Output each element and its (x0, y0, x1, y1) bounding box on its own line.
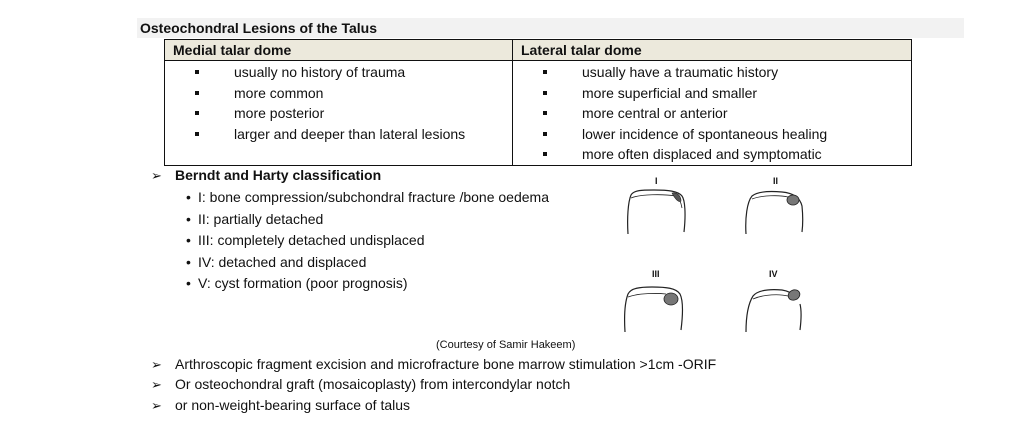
round-bullet-icon: • (186, 232, 191, 249)
list-item (186, 252, 549, 274)
medial-item: more posterior (234, 105, 325, 121)
classification-item: III: completely detached undisplaced (198, 232, 425, 249)
list-item (165, 103, 512, 124)
list-item (165, 62, 512, 83)
lateral-item: more central or anterior (582, 105, 728, 121)
list-item (513, 144, 911, 165)
list-item (186, 209, 549, 231)
square-bullet-icon (543, 91, 547, 95)
classification-list (186, 187, 549, 295)
lateral-item: lower incidence of spontaneous healing (582, 125, 828, 142)
classification-heading-row (151, 166, 381, 185)
square-bullet-icon (195, 70, 199, 74)
square-bullet-icon (195, 111, 199, 115)
talus-stage-2-drawing (736, 186, 808, 236)
square-bullet-icon (543, 111, 547, 115)
table-row (165, 61, 912, 166)
list-item (186, 230, 549, 252)
header-lateral: Lateral talar dome (513, 40, 912, 61)
list-item (186, 187, 549, 209)
classification-item: V: cyst formation (poor prognosis) (198, 275, 408, 292)
classification-item: I: bone compression/subchondral fracture /bone oedema (198, 189, 549, 205)
stage-label-2: II (773, 176, 779, 186)
stage-label-3: III (652, 269, 660, 279)
medial-cell (165, 61, 513, 166)
arrow-bullet-icon: ➢ (151, 357, 162, 372)
lateral-item: more superficial and smaller (582, 84, 758, 101)
arrow-bullet-icon: ➢ (151, 377, 162, 392)
list-item (513, 124, 911, 145)
classification-heading: Berndt and Harty classification (175, 167, 382, 183)
classification-item: IV: detached and displaced (198, 253, 367, 270)
table-header-row (165, 40, 912, 61)
square-bullet-icon (195, 91, 199, 95)
round-bullet-icon: • (186, 253, 191, 270)
square-bullet-icon (195, 132, 199, 136)
lateral-cell (513, 61, 912, 166)
talus-stage-3-drawing (616, 282, 688, 334)
lateral-item: more often displaced and symptomatic (582, 146, 822, 162)
lateral-list (513, 61, 911, 165)
arrow-bullet-icon: ➢ (151, 398, 162, 413)
list-item (165, 124, 512, 145)
medial-item: larger and deeper than lateral lesions (234, 125, 466, 142)
square-bullet-icon (543, 70, 547, 74)
talus-stage-1-drawing (618, 186, 690, 236)
treatment-text: or non-weight-bearing surface of talus (175, 397, 411, 413)
treatment-item (151, 396, 410, 415)
header-medial: Medial talar dome (165, 40, 513, 61)
treatment-item (151, 375, 570, 394)
round-bullet-icon: • (186, 210, 191, 227)
list-item (513, 83, 911, 104)
list-item (513, 62, 911, 83)
treatment-text: Or osteochondral graft (mosaicoplasty) from intercondylar notch (175, 376, 571, 392)
medial-item: more common (234, 84, 324, 101)
stage-label-1: I (655, 176, 658, 186)
list-item (186, 273, 549, 295)
treatment-text: Arthroscopic fragment excision and microfracture bone marrow stimulation >1cm -ORIF (175, 356, 717, 372)
list-item (513, 103, 911, 124)
lateral-item: usually have a traumatic history (582, 64, 779, 80)
treatment-item (151, 355, 716, 374)
talus-stage-4-drawing (738, 282, 810, 334)
stage-label-4: IV (769, 269, 778, 279)
medial-item: usually no history of trauma (234, 64, 406, 80)
medial-list (165, 61, 512, 144)
figure-courtesy: (Courtesy of Samir Hakeem) (436, 339, 576, 351)
page-title: Osteochondral Lesions of the Talus (140, 20, 377, 36)
arrow-bullet-icon: ➢ (151, 168, 162, 183)
square-bullet-icon (543, 152, 547, 156)
classification-item: II: partially detached (198, 210, 324, 227)
round-bullet-icon: • (186, 189, 191, 205)
list-item (165, 83, 512, 104)
square-bullet-icon (543, 132, 547, 136)
talar-dome-table (164, 39, 912, 166)
round-bullet-icon: • (186, 275, 191, 292)
